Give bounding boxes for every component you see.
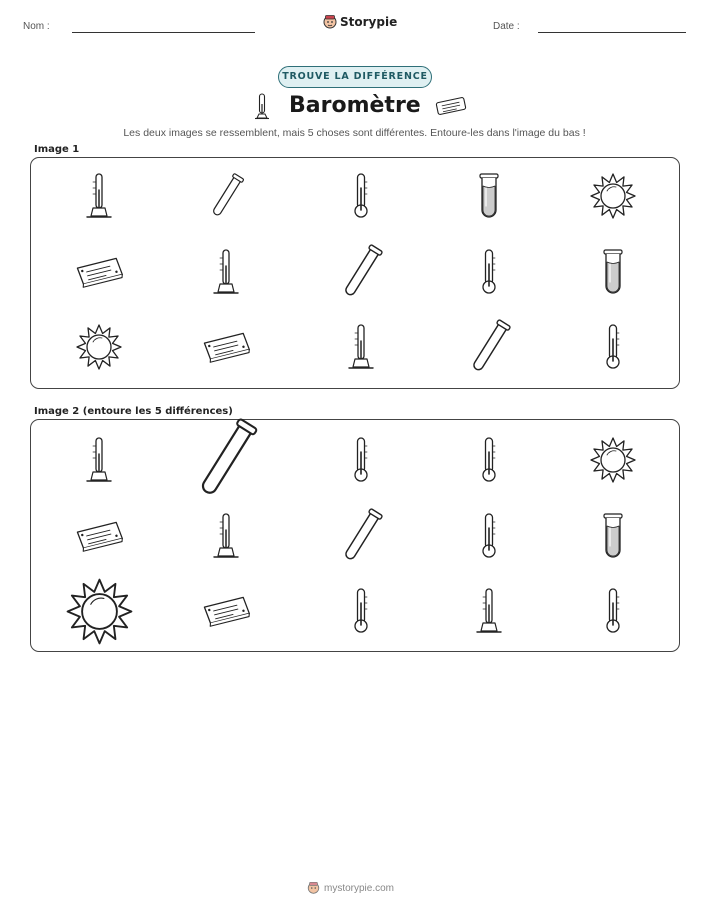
page-title: Baromètre (289, 93, 421, 118)
instructions-text: Les deux images se ressemblent, mais 5 choses sont différentes. Entoure-les dans l'image du bas ! (123, 127, 586, 139)
title-thermometer-icon (253, 92, 271, 124)
title-barometer-plate-icon (434, 96, 468, 120)
name-field-line[interactable] (72, 32, 255, 33)
activity-badge: TROUVE LA DIFFÉRENCE (278, 66, 432, 88)
footer-url[interactable]: mystorypie.com (324, 882, 395, 894)
name-label: Nom : (23, 21, 50, 32)
date-field-line[interactable] (538, 32, 686, 33)
footer (307, 881, 394, 895)
footer-mascot-icon (307, 881, 320, 895)
brand-logo (323, 14, 397, 30)
image2-label: Image 2 (entoure les 5 différences) (34, 406, 233, 417)
brand-name: Storypie (340, 15, 398, 29)
date-label: Date : (493, 21, 520, 32)
storypie-mascot-icon (323, 14, 337, 30)
image1-label: Image 1 (34, 144, 80, 155)
